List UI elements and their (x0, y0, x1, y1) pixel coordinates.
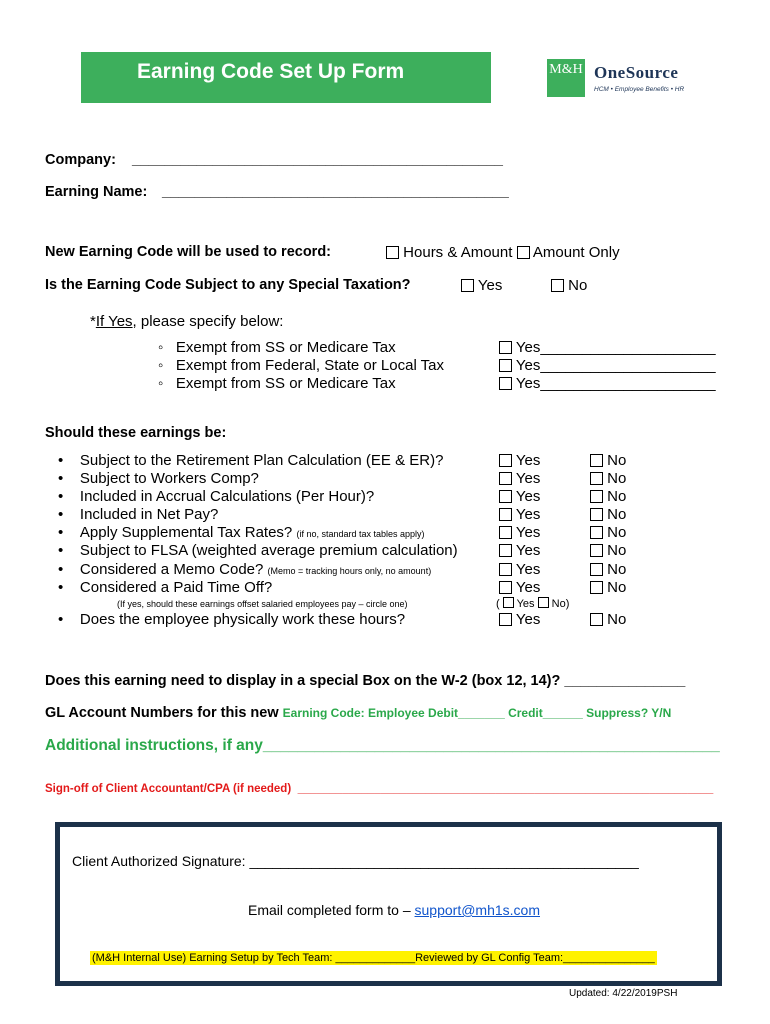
list-item: • Included in Net Pay? (58, 506, 219, 523)
no-option[interactable]: No (590, 488, 626, 505)
no-checkbox (590, 526, 603, 539)
should-heading: Should these earnings be: (45, 425, 227, 441)
yes-checkbox (499, 454, 512, 467)
tax-item: ◦ Exempt from SS or Medicare Tax (158, 339, 396, 356)
pto-yes-checkbox[interactable] (503, 597, 514, 608)
email-row: Email completed form to – support@mh1s.com (248, 902, 540, 918)
no-checkbox (590, 472, 603, 485)
company-label: Company: (45, 152, 116, 168)
company-field[interactable]: ______________________________________________ (132, 152, 503, 168)
signature-label: Client Authorized Signature: (72, 853, 246, 869)
yes-checkbox (499, 581, 512, 594)
no-checkbox (590, 454, 603, 467)
no-option[interactable]: No (590, 506, 626, 523)
signature-box (55, 822, 722, 986)
no-option[interactable]: No (590, 579, 626, 596)
tax-item-yes[interactable]: Yes_____________________ (499, 375, 716, 392)
pto-offset-options[interactable]: ( Yes No) (496, 598, 570, 610)
no-checkbox (590, 563, 603, 576)
bullet-icon: ◦ (158, 339, 164, 356)
tax-item: ◦ Exempt from SS or Medicare Tax (158, 375, 396, 392)
pto-note: (If yes, should these earnings offset salaried employees pay – circle one) (117, 599, 408, 609)
form-title-banner (81, 52, 491, 103)
list-item: • Apply Supplemental Tax Rates? (if no, standard tax tables apply) (58, 524, 425, 541)
record-question: New Earning Code will be used to record: (45, 244, 332, 260)
taxation-no-checkbox[interactable] (551, 279, 564, 292)
tax-yes-checkbox (499, 377, 512, 390)
list-item: • Subject to the Retirement Plan Calculation (EE & ER)? (58, 452, 444, 469)
yes-checkbox (499, 563, 512, 576)
mh-logo-icon: M&H (547, 59, 585, 97)
additional-instructions[interactable]: Additional instructions, if any_____________________________________________________ (45, 737, 720, 754)
yes-option[interactable]: Yes (499, 452, 540, 469)
yes-option[interactable]: Yes (499, 611, 540, 628)
yes-option[interactable]: Yes (499, 579, 540, 596)
amount-only-label: Amount Only (532, 244, 620, 261)
no-option[interactable]: No (590, 452, 626, 469)
no-option[interactable]: No (590, 561, 626, 578)
hours-amount-label: Hours & Amount (403, 244, 513, 261)
yes-option[interactable]: Yes (499, 506, 540, 523)
yes-checkbox (499, 490, 512, 503)
taxation-no-option[interactable]: No (551, 277, 587, 294)
signoff-label: Sign-off of Client Accountant/CPA (if needed) (45, 783, 292, 795)
logo-name: OneSource (594, 63, 679, 82)
updated-date: Updated: 4/22/2019PSH (569, 988, 678, 999)
list-item: • Does the employee physically work these hours? (58, 611, 406, 628)
support-email-link[interactable]: support@mh1s.com (414, 902, 540, 918)
w2-question: Does this earning need to display in a special Box on the W-2 (box 12, 14)? _______________ (45, 673, 686, 689)
hours-amount-checkbox[interactable] (386, 246, 399, 259)
no-checkbox (590, 613, 603, 626)
list-item: • Included in Accrual Calculations (Per Hour)? (58, 488, 375, 505)
list-item: • Subject to FLSA (weighted average premium calculation) (58, 542, 458, 559)
list-item: • Considered a Memo Code? (Memo = tracking hours only, no amount) (58, 561, 432, 578)
signature-row (72, 853, 639, 869)
yes-checkbox (499, 526, 512, 539)
taxation-question: Is the Earning Code Subject to any Special Taxation? (45, 277, 411, 293)
amount-only-checkbox[interactable] (517, 246, 530, 259)
tax-item-yes[interactable]: Yes_____________________ (499, 339, 716, 356)
tax-yes-checkbox (499, 341, 512, 354)
list-item: • Considered a Paid Time Off? (58, 579, 273, 596)
earning-name-label: Earning Name: (45, 184, 148, 200)
no-option[interactable]: No (590, 524, 626, 541)
list-item: • Subject to Workers Comp? (58, 470, 259, 487)
hours-amount-option[interactable] (386, 244, 620, 261)
yes-option[interactable]: Yes (499, 561, 540, 578)
tax-yes-checkbox (499, 359, 512, 372)
tax-item-yes[interactable]: Yes_____________________ (499, 357, 716, 374)
gl-label: GL Account Numbers for this new (45, 705, 279, 721)
no-option[interactable]: No (590, 542, 626, 559)
no-checkbox (590, 581, 603, 594)
signature-field[interactable]: __________________________________________________ (249, 853, 639, 869)
signoff-line[interactable]: _________________________________________________________________ (297, 783, 714, 795)
yes-checkbox (499, 508, 512, 521)
pto-no-checkbox[interactable] (538, 597, 549, 608)
yes-checkbox (499, 613, 512, 626)
specify-instruction: *If Yes, please specify below: (90, 313, 284, 330)
logo-tagline: HCM • Employee Benefits • HR (594, 86, 685, 93)
internal-use-row: (M&H Internal Use) Earning Setup by Tech Team: _____________Reviewed by GL Config Team:_______________ (92, 952, 655, 964)
bullet-icon: ◦ (158, 375, 164, 392)
no-checkbox (590, 490, 603, 503)
no-option[interactable]: No (590, 470, 626, 487)
taxation-yes-checkbox[interactable] (461, 279, 474, 292)
yes-option[interactable]: Yes (499, 470, 540, 487)
gl-account-row (45, 705, 671, 721)
yes-checkbox (499, 472, 512, 485)
yes-option[interactable]: Yes (499, 542, 540, 559)
yes-option[interactable]: Yes (499, 488, 540, 505)
tax-item: ◦ Exempt from Federal, State or Local Tax (158, 357, 445, 374)
yes-checkbox (499, 544, 512, 557)
form-title: Earning Code Set Up Form (137, 60, 405, 83)
signoff-row (45, 783, 713, 795)
earning-name-field[interactable]: ___________________________________________ (162, 184, 509, 200)
no-checkbox (590, 508, 603, 521)
gl-detail: Earning Code: Employee Debit_______ Credit______ Suppress? Y/N (282, 706, 672, 720)
taxation-yes-option[interactable]: Yes (461, 277, 502, 294)
bullet-icon: ◦ (158, 357, 164, 374)
no-checkbox (590, 544, 603, 557)
yes-option[interactable]: Yes (499, 524, 540, 541)
no-option[interactable]: No (590, 611, 626, 628)
